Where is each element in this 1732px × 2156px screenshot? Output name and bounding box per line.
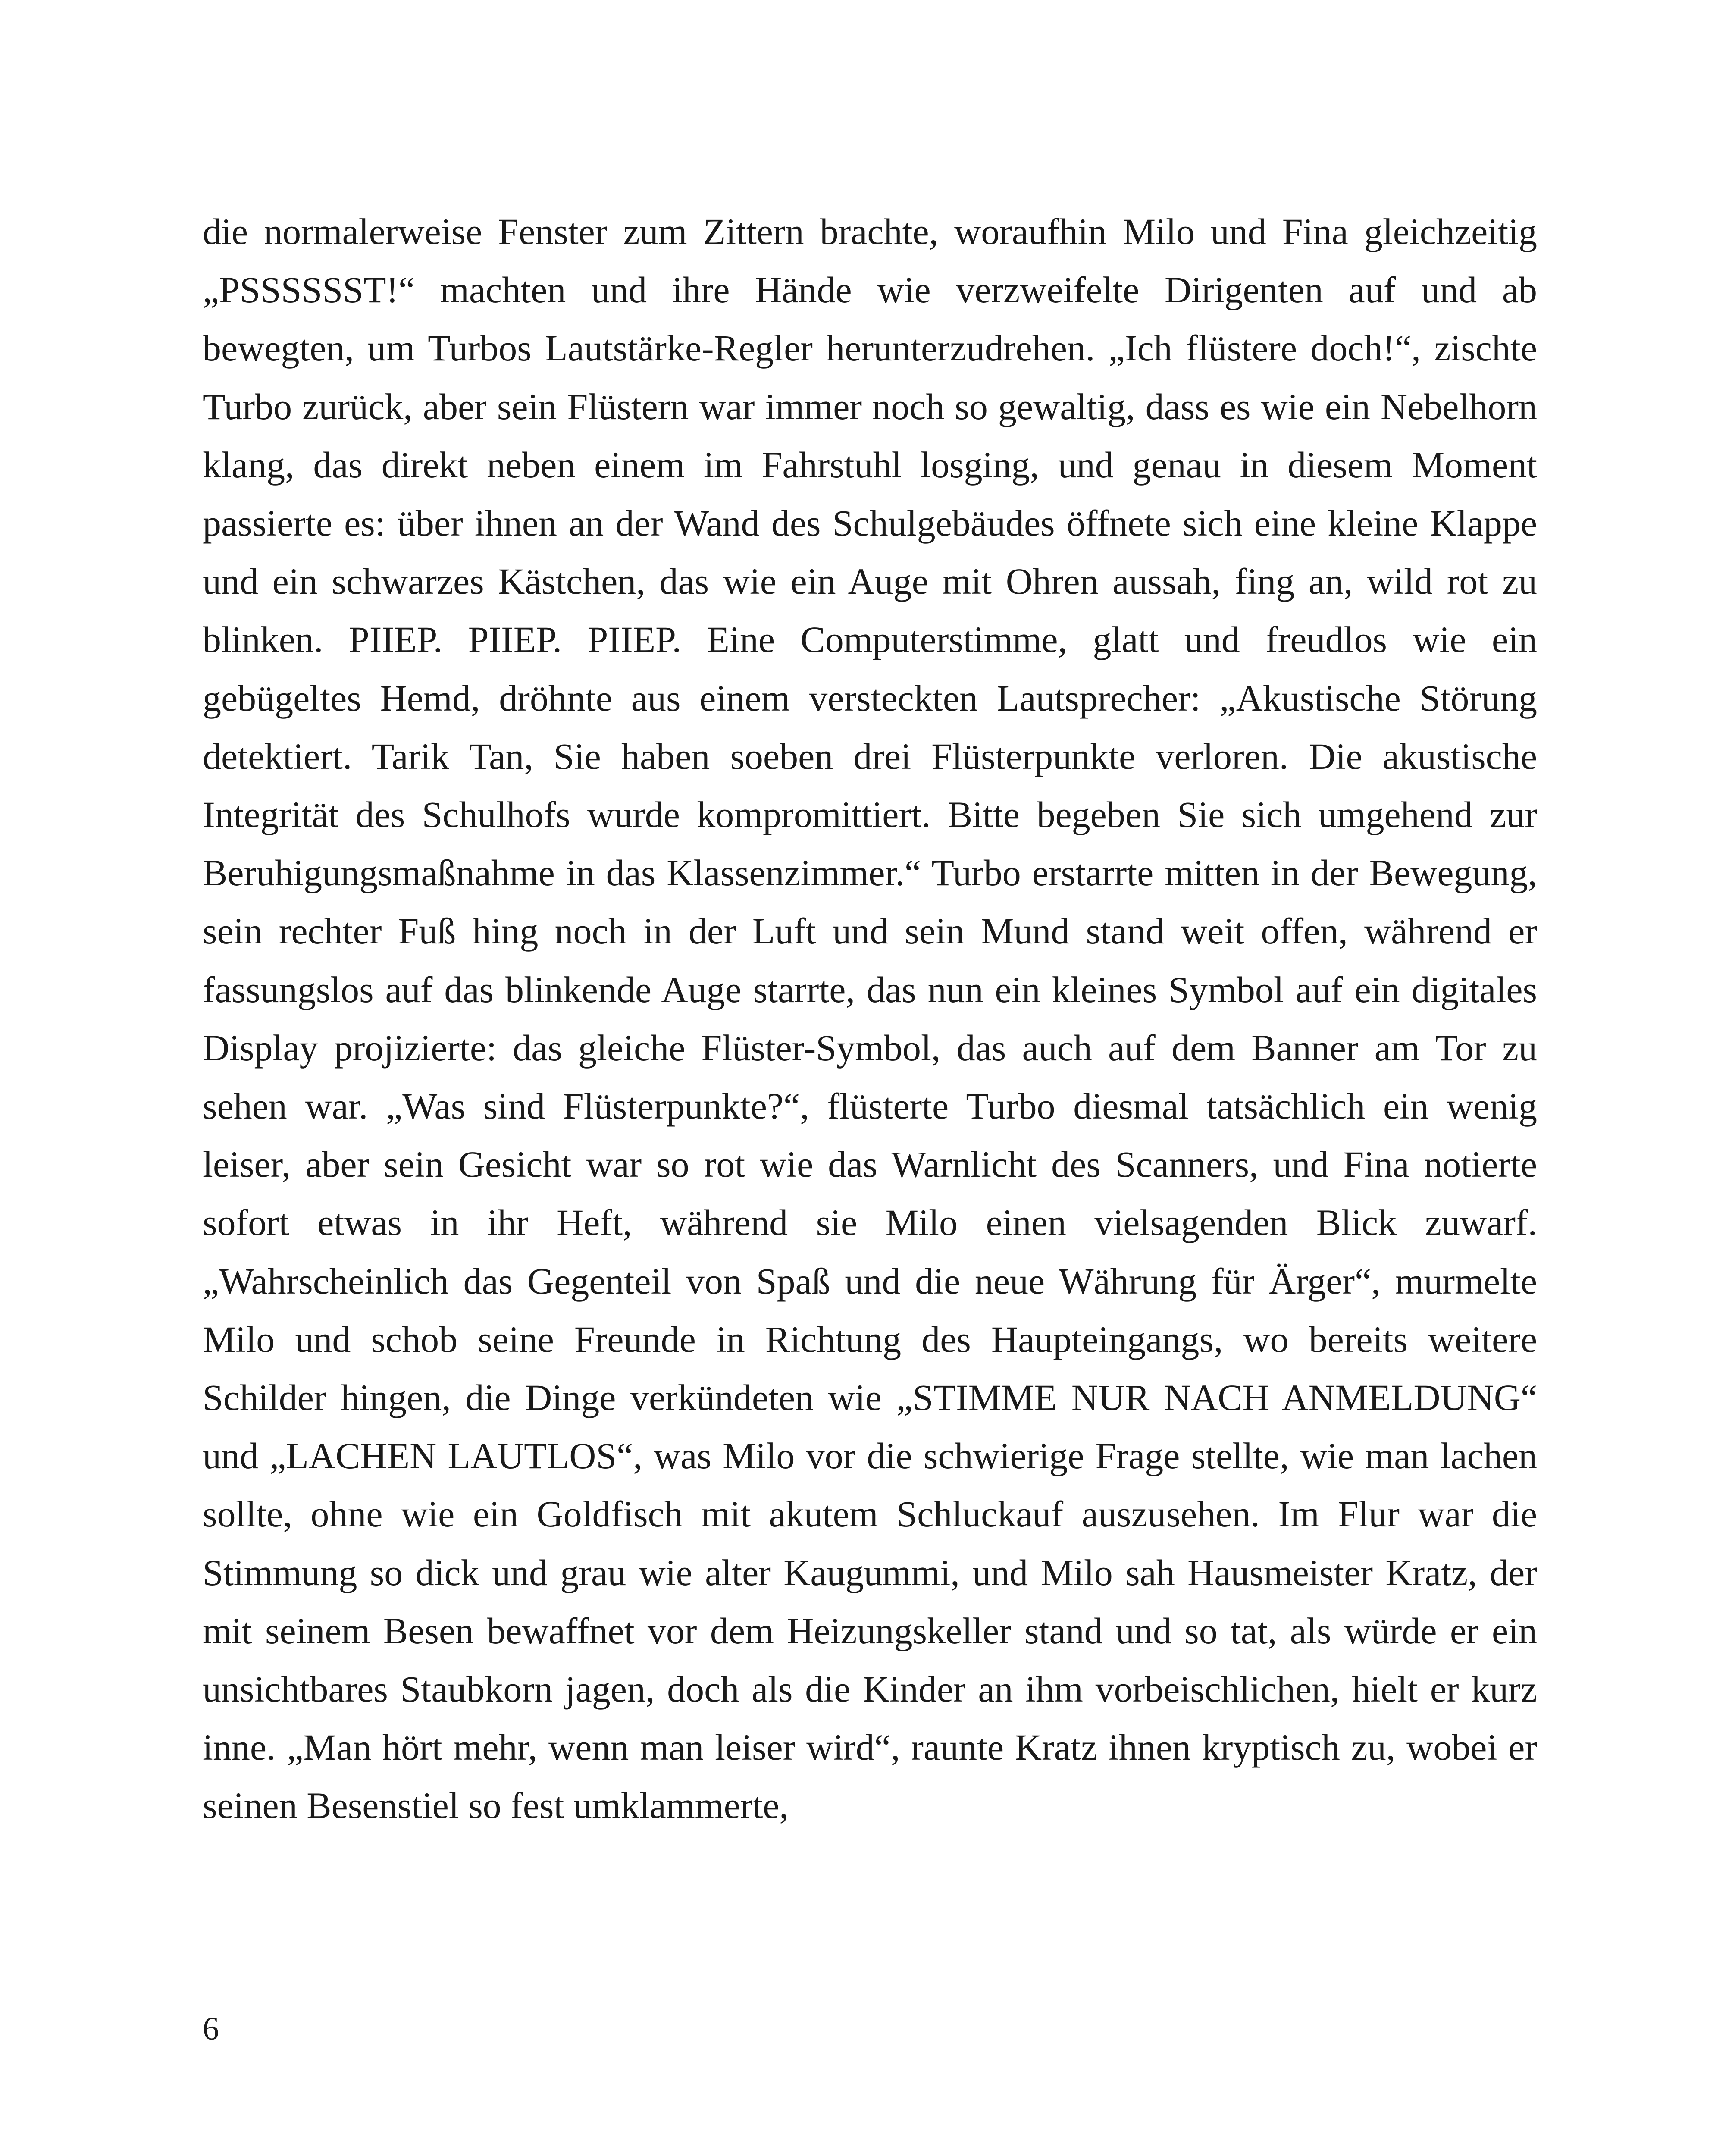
page-number: 6	[203, 2011, 219, 2047]
body-paragraph: die normalerweise Fenster zum Zittern brachte, woraufhin Milo und Fina gleichzeitig „PSSSSSST!“ machten und ihre Hände wie verzweifelte Dirigenten auf und ab bewegten, um Turbos Lautstärke-Regler herunterzudrehen. „Ich flüstere doch!“, zischte Turbo zurück, aber sein Flüstern war immer noch so gewaltig, dass es wie ein Nebelhorn klang, das direkt neben einem im Fahrstuhl losging, und genau in diesem Moment passierte es: über ihnen an der Wand des Schulgebäudes öffnete sich eine kleine Klappe und ein schwarzes Kästchen, das wie ein Auge mit Ohren aussah, fing an, wild rot zu blinken. PIIEP. PIIEP. PIIEP. Eine Computerstimme, glatt und freudlos wie ein gebügeltes Hemd, dröhnte aus einem versteckten Lautsprecher: „Akustische Störung detektiert. Tarik Tan, Sie haben soeben drei Flüsterpunkte verloren. Die akustische Integrität des Schulhofs wurde kompromittiert. Bitte begeben Sie sich umgehend zur Beruhigungsmaßnahme in das Klassenzimmer.“ Turbo erstarrte mitten in der Bewegung, sein rechter Fuß hing noch in der Luft und sein Mund stand weit offen, während er fassungslos auf das blinkende Auge starrte, das nun ein kleines Symbol auf ein digitales Display projizierte: das gleiche Flüster-Symbol, das auch auf dem Banner am Tor zu sehen war. „Was sind Flüsterpunkte?“, flüsterte Turbo diesmal tatsächlich ein wenig leiser, aber sein Gesicht war so rot wie das Warnlicht des Scanners, und Fina notierte sofort etwas in ihr Heft, während sie Milo einen vielsagenden Blick zuwarf. „Wahrscheinlich das Gegenteil von Spaß und die neue Währung für Ärger“, murmelte Milo und schob seine Freunde in Richtung des Haupteingangs, wo bereits weitere Schilder hingen, die Dinge verkündeten wie „STIMME NUR NACH ANMELDUNG“ und „LACHEN LAUTLOS“, was Milo vor die schwierige Frage stellte, wie man lachen sollte, ohne wie ein Goldfisch mit akutem Schluckauf auszusehen. Im Flur war die Stimmung so dick und grau wie alter Kaugummi, und Milo sah Hausmeister Kratz, der mit seinem Besen bewaffnet vor dem Heizungskeller stand und so tat, als würde er ein unsichtbares Staubkorn jagen, doch als die Kinder an ihm vorbeischlichen, hielt er kurz inne. „Man hört mehr, wenn man leiser wird“, raunte Kratz ihnen kryptisch zu, wobei er seinen Besenstiel so fest umklammerte,	[203, 211, 1537, 1827]
